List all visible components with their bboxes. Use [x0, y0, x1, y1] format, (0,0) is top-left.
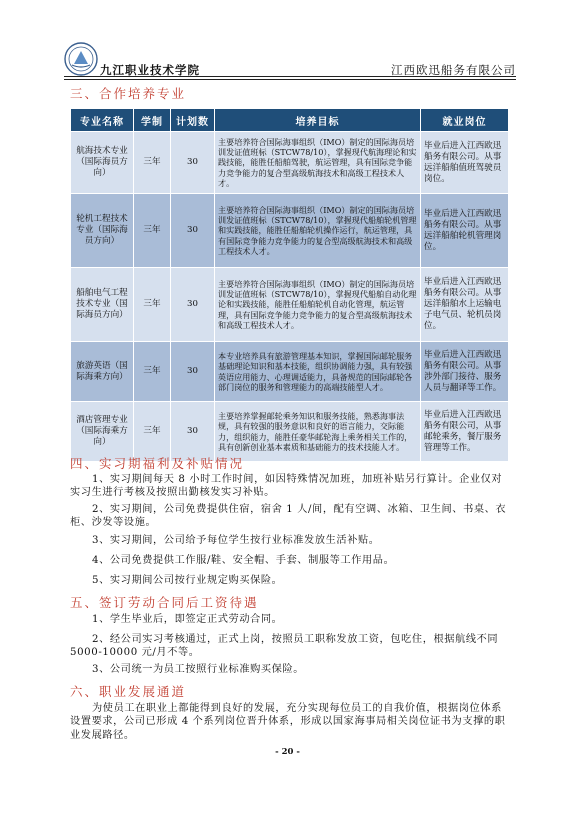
- section-6-title: 六、职业发展通道: [70, 684, 187, 699]
- salary-item-3: 3、公司统一为员工按照行业标准购买保险。: [92, 664, 305, 675]
- table-row: [71, 402, 509, 462]
- page-header: [64, 42, 516, 80]
- major-plan: 30: [171, 132, 215, 194]
- major-job: 毕业后进入江西欧迅船务有限公司。从事远洋船舶值班驾驶员岗位。: [421, 132, 509, 194]
- major-job: 毕业后进入江西欧迅船务有限公司。从事远洋船舶水上运输电子电气员、轮机员岗位。: [421, 268, 509, 342]
- major-goal: 主要培养掌握邮轮乘务知识和服务技能，熟悉海事法规，具有较强的服务意识和良好的语言能力，交际能力，组织能力，能胜任豪华邮轮海上乘务相关工作的，具有创新创业基本素质和基础能力的技术技能人才。: [215, 402, 421, 462]
- major-plan: 30: [171, 194, 215, 268]
- company-name: 江西欧迅船务有限公司: [391, 63, 516, 77]
- major-plan: 30: [171, 268, 215, 342]
- welfare-item-4: 4、公司免费提供工作服/鞋、安全帽、手套、制服等工作用品。: [92, 555, 395, 566]
- table-row: [71, 194, 509, 268]
- major-name: 船舶电气工程技术专业（国际海员方向）: [71, 268, 134, 342]
- section-4-title: 四、实习期福利及补贴情况: [70, 456, 245, 471]
- major-goal: 主要培养符合国际海事组织（IMO）制定的国际海员培训发证值班标（STCW78/10），掌握现代航海理论和实践技能，能胜任船舶驾驶，航运管理，具有国际竞争能力竞争能力的复合型高级航海技术和高级工程技术人才。: [215, 132, 421, 194]
- major-years: 三年: [134, 194, 171, 268]
- major-job: 毕业后进入江西欧迅船务有限公司。从事远洋船舶轮机管理岗位。: [421, 194, 509, 268]
- major-years: 三年: [134, 342, 171, 402]
- school-logo-icon: [64, 42, 98, 76]
- major-plan: 30: [171, 342, 215, 402]
- major-name: 航海技术专业（国际海员方向）: [71, 132, 134, 194]
- table-header-row: [71, 109, 509, 132]
- table-row: [71, 132, 509, 194]
- welfare-item-3: 3、实习期间，公司给予每位学生按行业标准发放生活补贴。: [92, 535, 380, 546]
- salary-item-1: 1、学生毕业后，即签定正式劳动合同。: [92, 614, 283, 625]
- school-name: 九江职业技术学院: [100, 63, 200, 77]
- header-rule-thin: [64, 79, 516, 80]
- section-3-title: 三、合作培养专业: [70, 86, 187, 101]
- salary-item-2: 2、经公司实习考核通过，正式上岗，按照员工职称发放工资，包吃住，根据航线不同 5000-10000 元/月不等。: [70, 634, 499, 659]
- major-job: 毕业后进入江西欧迅船务有限公司，从事邮轮乘务，餐厅服务管理等工作。: [421, 402, 509, 462]
- col-header-plan: 计划数: [171, 109, 215, 132]
- major-goal: 本专业培养具有旅游管理基本知识，掌握国际邮轮服务基础理论知识和基本技能，组织协调能力强，具有较强英语应用能力、心理调适能力，具备规范的国际邮轮各部门岗位的服务和管理能力的高端技能型人才。: [215, 342, 421, 402]
- major-years: 三年: [134, 402, 171, 462]
- career-paragraph: 为使员工在职业上都能得到良好的发展，充分实现每位员工的自我价值，根据岗位体系设置要求，公司已形成 4 个系列岗位晋升体系，形成以国家海事局相关岗位证书为支撑的职业发展路径。: [70, 703, 506, 741]
- major-years: 三年: [134, 268, 171, 342]
- major-name: 酒店管理专业（国际海乘方向）: [71, 402, 134, 462]
- majors-table: [70, 108, 509, 462]
- major-plan: 30: [171, 402, 215, 462]
- table-row: [71, 268, 509, 342]
- major-name: 旅游英语（国际海乘方向）: [71, 342, 134, 402]
- col-header-goal: 培养目标: [215, 109, 421, 132]
- table-row: [71, 342, 509, 402]
- header-rule: [64, 76, 516, 77]
- page-number: - 20 -: [275, 747, 300, 757]
- col-header-name: 专业名称: [71, 109, 134, 132]
- major-name: 轮机工程技术专业（国际海员方向）: [71, 194, 134, 268]
- col-header-job: 就业岗位: [421, 109, 509, 132]
- section-5-title: 五、签订劳动合同后工资待遇: [70, 595, 259, 610]
- major-goal: 主要培养符合国际海事组织（IMO）制定的国际海员培训发证值班标（STCW78/10），掌握现代船舶自动化理论和实践技能，能胜任船舶轮机自动化管理，航运管理，具有国际竞争能力竞争能力的复合型高级航海技术和高级工程技术人才。: [215, 268, 421, 342]
- major-years: 三年: [134, 132, 171, 194]
- welfare-item-5: 5、实习期间公司按行业规定购买保险。: [92, 575, 283, 586]
- welfare-item-2: 2、实习期间，公司免费提供住宿，宿舍 1 人/间，配有空调、冰箱、卫生间、书桌、衣柜、沙发等设施。: [70, 504, 507, 529]
- welfare-item-1: 1、实习期间每天 8 小时工作时间，如因特殊情况加班，加班补贴另行算计。企业仅对实习生进行考核及按照出勤核发实习补贴。: [70, 474, 503, 499]
- major-goal: 主要培养符合国际海事组织（IMO）制定的国际海员培训发证值班标（STCW78/10），掌握现代船舶轮机管理和实践技能，能胜任船舶轮机操作运行，航运管理，具有国际竞争能力竞争能力的复合型高级航海技术和高级工程技术人才。: [215, 194, 421, 268]
- major-job: 毕业后进入江西欧迅船务有限公司。从事涉外部门接待、服务人员与翻译等工作。: [421, 342, 509, 402]
- col-header-years: 学制: [134, 109, 171, 132]
